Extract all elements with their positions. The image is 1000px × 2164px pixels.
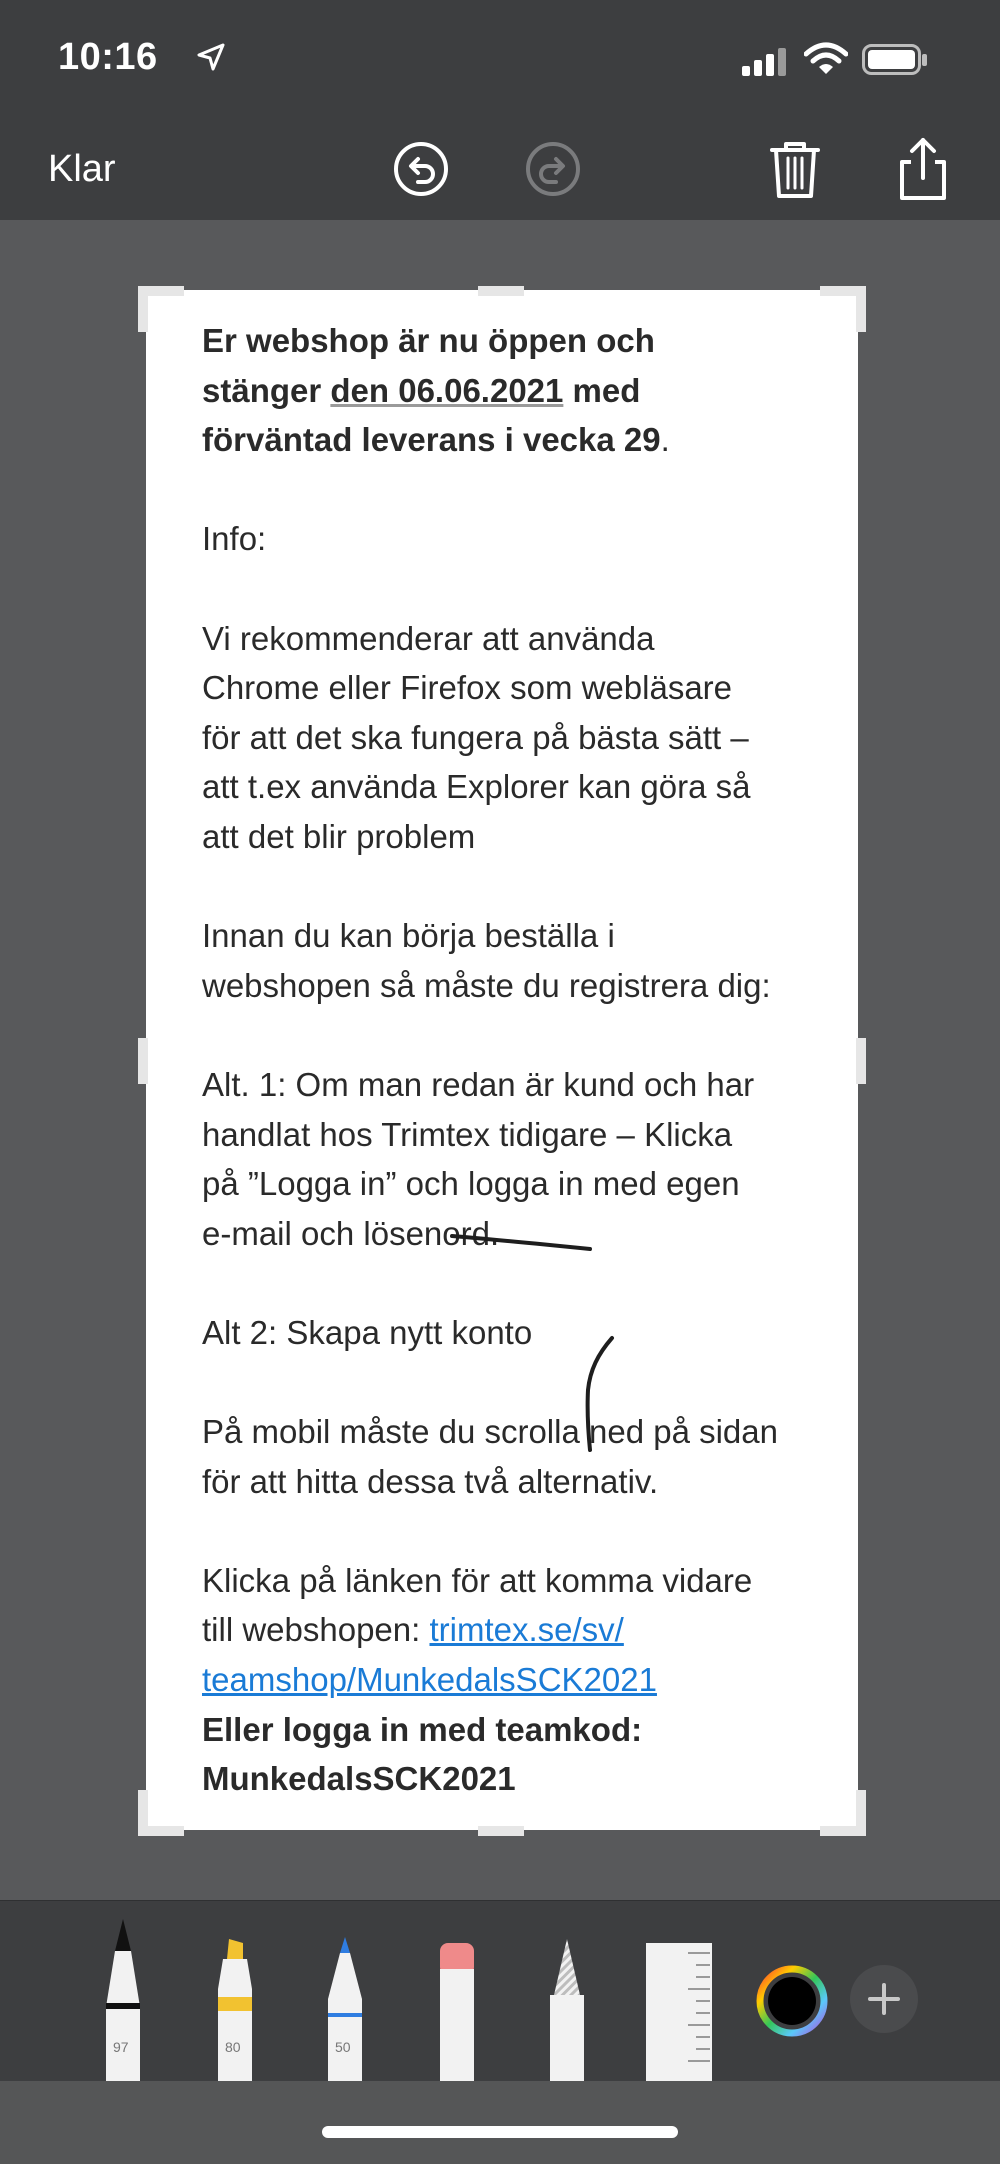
heading-date: den 06.06.2021 [330,371,564,409]
ruler-tool[interactable] [644,1941,714,2081]
eraser-tool[interactable] [432,1941,482,2081]
heading-text: stänger [202,371,331,409]
ink-stroke [452,1236,590,1249]
heading-period: . [660,421,670,459]
paragraph-line: Klicka på länken för att komma vidare [202,1561,753,1599]
pen-tool[interactable] [98,1917,148,2081]
pencil-tool[interactable] [320,1935,370,2081]
paragraph-line: e-mail och lösenord. [202,1214,500,1252]
info-label: Info: [202,520,267,558]
pen-width-label: 97 [113,2039,129,2055]
webshop-link[interactable]: trimtex.se/sv/ [429,1611,624,1649]
add-icon[interactable] [850,1965,918,2033]
paragraph-line: för att det ska fungera på bästa sätt – [202,718,749,756]
paragraph-line: Innan du kan börja beställa i [202,917,615,955]
paragraph-line: Vi rekommenderar att använda [202,619,655,657]
heading-text: förväntad leverans i vecka 29 [202,421,661,459]
ink-stroke [588,1338,612,1450]
tool-palette [0,1900,1000,2081]
teamcode-line: Eller logga in med teamkod: [202,1710,643,1748]
paragraph-line: för att hitta dessa två alternativ. [202,1462,659,1500]
teamcode-value: MunkedalsSCK2021 [202,1760,516,1798]
paragraph-line: att t.ex använda Explorer kan göra så [202,768,751,806]
color-picker-icon[interactable] [756,1965,828,2037]
paragraph-line: På mobil måste du scrolla ned på sidan [202,1413,778,1451]
webshop-link[interactable]: teamshop/MunkedalsSCK2021 [202,1661,657,1699]
paragraph-line: på ”Logga in” och logga in med egen [202,1165,740,1203]
home-indicator [322,2126,678,2138]
paragraph-line: handlat hos Trimtex tidigare – Klicka [202,1115,733,1153]
paragraph-line: webshopen så måste du registrera dig: [202,966,771,1004]
done-button[interactable]: Klar [48,148,116,190]
paragraph-line: Chrome eller Firefox som webläsare [202,669,733,707]
paragraph-line: Alt 2: Skapa nytt konto [202,1313,533,1351]
status-time: 10:16 [58,36,158,78]
heading-text: med [563,371,641,409]
marker-tool[interactable] [210,1937,260,2081]
paragraph-text: till webshopen: [202,1611,430,1649]
lasso-tool[interactable] [542,1937,592,2081]
pencil-width-label: 50 [335,2039,351,2055]
paragraph-line: Alt. 1: Om man redan är kund och har [202,1065,755,1103]
paragraph-line: att det blir problem [202,817,476,855]
heading-line: Er webshop är nu öppen och [202,322,655,359]
marker-width-label: 80 [225,2039,241,2055]
